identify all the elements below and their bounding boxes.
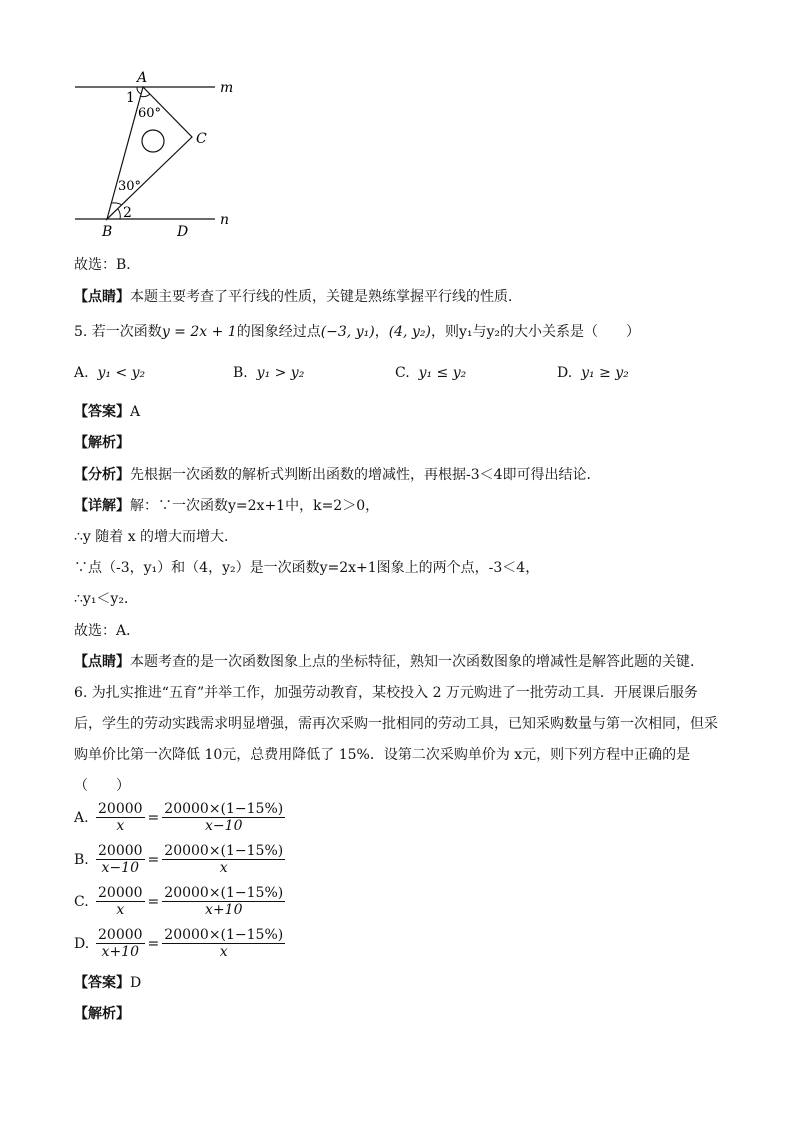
fraction-denominator: x	[219, 860, 228, 876]
q6-stem-line-2: 后，学生的劳动实践需求明显增强，需再次采购一批相同的劳动工具，已知采购数量与第一次相同，但采	[74, 716, 718, 732]
fraction-denominator: x+10	[101, 944, 139, 960]
triangle-hole	[142, 130, 164, 152]
option-label: C.	[395, 365, 410, 381]
fraction-denominator: x−10	[205, 818, 243, 834]
q5-analysis-tag: 【解析】	[74, 435, 130, 451]
q5-answer	[74, 401, 140, 421]
option-label: B.	[74, 851, 89, 868]
option-text: y₁ ≥ y₂	[581, 365, 629, 381]
q5-step4: ∴y₁＜y₂．	[74, 591, 138, 607]
option-text: y₁ < y₂	[97, 365, 146, 381]
q4-answer-line: 故选：B．	[74, 257, 141, 273]
fraction-numerator: 20000×(1−15%)	[164, 801, 284, 817]
fraction-numerator: 20000	[98, 801, 143, 817]
label-1: 1	[126, 90, 135, 106]
label-d: D	[177, 224, 189, 240]
comment-text: 本题主要考查了平行线的性质，关键是熟练掌握平行线的性质．	[130, 289, 522, 305]
fraction-numerator: 20000×(1−15%)	[164, 885, 284, 901]
q6-stem-line-1: 6. 为扎实推进“五育”并举工作，加强劳动教育，某校投入 2 万元购进了一批劳动工具．开展课后服务	[74, 685, 698, 701]
q5-comment	[74, 651, 704, 671]
answer-tag: 【答案】	[74, 975, 130, 991]
q5-xiangjie	[74, 495, 379, 515]
q5-step3: ∵点（-3，y₁）和（4，y₂）是一次函数y=2x+1图象上的两个点，-3＜4，	[74, 560, 540, 576]
option-lhs-fraction	[96, 927, 145, 960]
q5-stem	[74, 321, 640, 341]
q6-answer	[74, 972, 141, 992]
equals-sign: =	[147, 851, 160, 868]
xiangjie-text: 解：∵一次函数y=2x+1中，k=2＞0，	[130, 498, 380, 514]
answer-tag: 【答案】	[74, 404, 130, 420]
comment-tag: 【点睛】	[74, 289, 130, 305]
q5-answer-line: 故选：A．	[74, 623, 141, 639]
answer-value: A	[130, 404, 141, 420]
q6-option-d	[74, 927, 285, 960]
option-rhs-fraction	[162, 885, 285, 918]
angle-arc-30	[112, 203, 122, 205]
option-lhs-fraction	[96, 885, 145, 918]
fraction-numerator: 20000×(1−15%)	[164, 843, 284, 859]
q6-option-c	[74, 885, 285, 918]
fraction-numerator: 20000	[98, 843, 143, 859]
angle-arc-1	[137, 87, 141, 94]
q5-option-b	[233, 365, 304, 381]
option-rhs-fraction	[162, 843, 285, 876]
fraction-numerator: 20000×(1−15%)	[164, 927, 284, 943]
label-a: A	[137, 70, 148, 86]
fenxi-text: 先根据一次函数的解析式判断出函数的增减性，再根据-3＜4即可得出结论．	[130, 467, 601, 483]
option-text: y₁ > y₂	[256, 365, 305, 381]
q5-stem-func: y = 2x + 1	[161, 324, 237, 340]
fraction-denominator: x	[116, 818, 125, 834]
option-label: D.	[74, 935, 90, 952]
option-label: A.	[74, 365, 89, 381]
fenxi-tag: 【分析】	[74, 467, 130, 483]
label-30: 30°	[118, 179, 142, 194]
q6-option-a	[74, 801, 285, 834]
fraction-denominator: x−10	[101, 860, 139, 876]
q4-comment	[74, 286, 522, 306]
label-n: n	[220, 212, 230, 228]
fraction-denominator: x+10	[205, 902, 243, 918]
q6-option-b	[74, 843, 285, 876]
fraction-numerator: 20000	[98, 927, 143, 943]
q5-option-a	[74, 365, 145, 381]
answer-value: D	[130, 975, 142, 991]
geometry-figure	[60, 62, 250, 240]
q5-stem-mid: 的图象经过点	[236, 324, 321, 340]
q5-stem-sep: ，	[374, 324, 389, 340]
q6-analysis-tag: 【解析】	[74, 1006, 130, 1022]
fraction-numerator: 20000	[98, 885, 143, 901]
label-b: B	[102, 224, 113, 240]
label-60: 60°	[138, 106, 162, 121]
q5-option-d	[557, 365, 629, 381]
option-rhs-fraction	[162, 927, 285, 960]
q6-stem-line-4: （ ）	[74, 778, 130, 794]
option-label: B.	[233, 365, 248, 381]
comment-text: 本题考查的是一次函数图象上点的坐标特征，熟知一次函数图象的增减性是解答此题的关键．	[130, 654, 704, 670]
comment-tag: 【点睛】	[74, 654, 130, 670]
fraction-denominator: x	[116, 902, 125, 918]
option-lhs-fraction	[96, 801, 145, 834]
q5-stem-prefix: 5. 若一次函数	[74, 324, 162, 340]
q6-stem-line-3: 购单价比第一次降低 10元，总费用降低了 15%．设第二次采购单价为 x元，则下列方程中正确的是	[74, 747, 691, 763]
angle-arc-2	[118, 209, 120, 219]
q5-fenxi	[74, 464, 601, 484]
q5-option-c	[395, 365, 466, 381]
xiangjie-tag: 【详解】	[74, 498, 130, 514]
option-text: y₁ ≤ y₂	[418, 365, 467, 381]
option-label: D.	[557, 365, 573, 381]
equals-sign: =	[147, 935, 160, 952]
option-rhs-fraction	[162, 801, 285, 834]
q5-stem-p2: (4, y₂)	[388, 324, 431, 340]
q5-stem-p1: (−3, y₁)	[320, 324, 375, 340]
q5-step2: ∴y 随着 x 的增大而增大．	[74, 529, 239, 545]
q5-stem-suffix: ，则y₁与y₂的大小关系是（ ）	[430, 324, 640, 340]
option-label: C.	[74, 893, 89, 910]
equals-sign: =	[147, 893, 160, 910]
label-m: m	[220, 80, 234, 96]
equals-sign: =	[147, 809, 160, 826]
option-label: A.	[74, 809, 89, 826]
label-2: 2	[123, 205, 132, 221]
fraction-denominator: x	[219, 944, 228, 960]
option-lhs-fraction	[96, 843, 145, 876]
label-c: C	[196, 131, 207, 147]
